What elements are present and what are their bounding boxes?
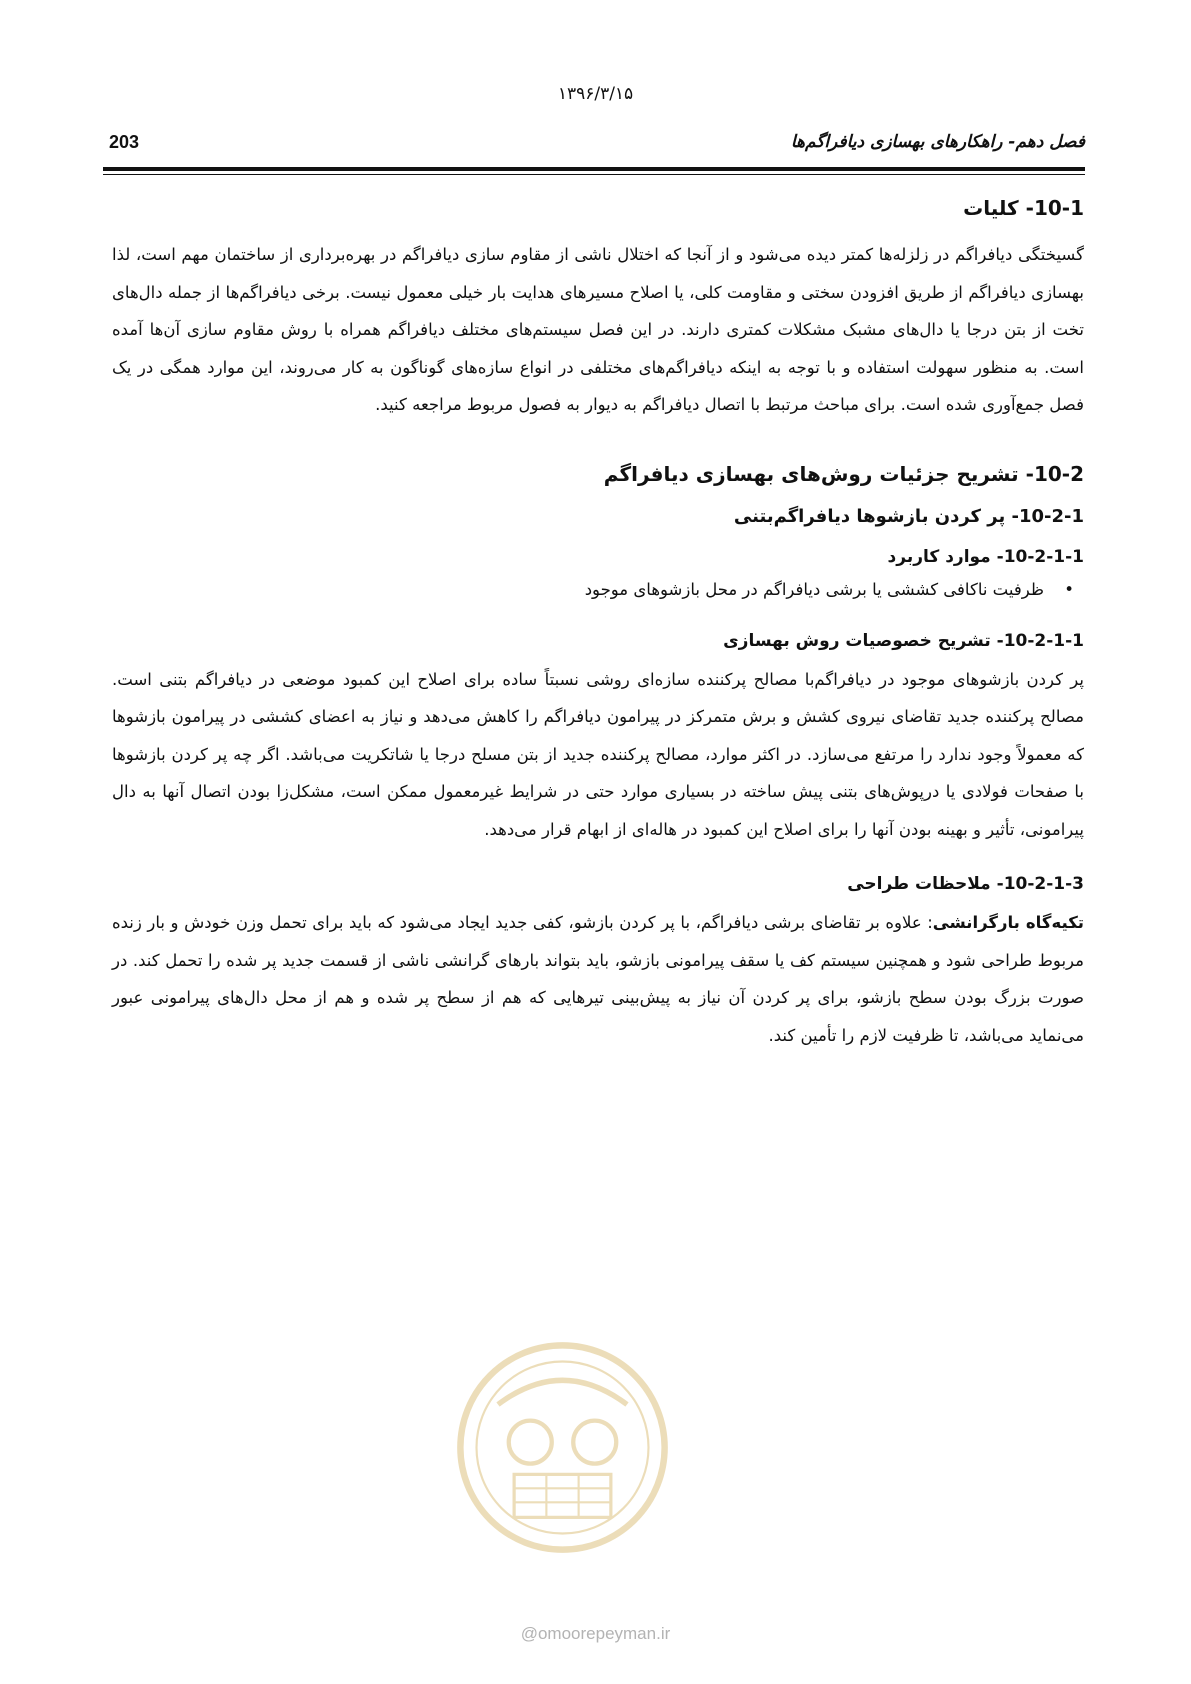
- page-content: [112, 190, 1084, 1054]
- section-heading-10-2: 10-2- تشریح جزئیات روش‌های بهسازی دیافراگم: [603, 461, 1084, 486]
- running-header: [103, 126, 1085, 160]
- section-heading-10-1: 10-1- کلیات: [963, 196, 1084, 220]
- list-item: • ظرفیت ناکافی کششی یا برشی دیافراگم در محل بازشوهای موجود: [112, 575, 1074, 605]
- section-heading-10-2-1-1: 10-2-1-1- موارد کاربرد: [887, 546, 1084, 567]
- paragraph-body: : علاوه بر تقاضای برشی دیافراگم، با پر کردن بازشو، کفی جدید ایجاد می‌شود که باید برای تحمل وزن خودش و بار زنده مربوط طراحی شود و همچنین سیستم کف یا سقف پیرامونی بازشو، باید بتواند بارهای گرانشی ناشی از قسمت جدید پر شده را تحمل کند. در صورت بزرگ بودن سطح بازشو، برای پر کردن آن نیاز به پیش‌بینی تیرهایی که هم از سطح پر شده و هم از محل دال‌های پیرامونی عبور می‌نماید می‌باشد، تا ظرفیت لازم را تأمین کند.: [112, 913, 1084, 1045]
- section-heading-10-2-1-3: 10-2-1-3- ملاحظات طراحی: [847, 874, 1084, 894]
- chapter-title: فصل دهم- راهکارهای بهسازی دیافراگم‌ها: [790, 132, 1085, 152]
- watermark-seal-icon: [455, 1340, 670, 1555]
- page-number: 203: [109, 132, 140, 152]
- print-date: ۱۳۹۶/۳/۱۵: [557, 84, 634, 104]
- section-10-2-1-2-paragraph: پر کردن بازشوهای موجود در دیافراگم‌با مصالح پرکننده سازه‌ای روشی نسبتاً ساده برای اصلاح این کمبود موضعی در دیافراگم بتنی است. مصالح پرکننده جدید تقاضای نیروی کشش و برش متمرکز در پیرامون دیافراگم را کاهش می‌دهد و نیاز به اعضای کششی در پیرامون بازشوها که معمولاً وجود ندارد را مرتفع می‌سازد. در اکثر موارد، مصالح پرکننده جدید از بتن مسلح درجا یا شاتکریت می‌باشد. اگر چه پر کردن بازشوها با صفحات فولادی یا درپوش‌های بتنی پیش ساخته در بسیاری موارد حتی در شرایط غیرمعمول ممکن است، مشکل‌زا بودن اتصال آنها به دال پیرامونی، تأثیر و بهینه بودن آنها را برای اصلاح این کمبود در هاله‌ای از ابهام قرار می‌دهد.: [112, 669, 1084, 839]
- header-rule-thin: [103, 174, 1085, 175]
- section-10-2-1-3-paragraph: [112, 904, 1084, 1054]
- application-list: [112, 575, 1084, 605]
- section-10-1-paragraph: گسیختگی دیافراگم در زلزله‌ها کمتر دیده می‌شود و از آنجا که اختلال ناشی از مقاوم سازی دیافراگم در بهره‌برداری از ساختمان مهم است، لذا بهسازی دیافراگم از طریق افزودن سختی و مقاومت کلی، یا اصلاح مسیرهای هدایت بار خیلی معمول نیست. برخی دیافراگم‌ها از جمله دال‌های تخت از بتن درجا یا دال‌های مشبک مشکلات کمتری دارند. در این فصل سیستم‌های مختلف دیافراگم همراه با روش مقاوم سازی آن‌ها آمده است. به منظور سهولت استفاده و با توجه به اینکه دیافراگم‌های مختلفی در انواع سازه‌های گوناگون به کار می‌روند، این موارد همگی در یک فصل جمع‌آوری شده است. برای مباحث مرتبط با اتصال دیافراگم به دیوار به فصول مربوط مراجعه کنید.: [112, 245, 1084, 414]
- section-heading-10-2-1: 10-2-1- پر کردن بازشوها دیافراگم‌بتنی: [733, 505, 1084, 527]
- section-heading-10-2-1-2: 10-2-1-1- تشریح خصوصیات روش بهسازی: [723, 630, 1084, 651]
- header-rule-thick: [103, 167, 1085, 171]
- paragraph-lead-term: تکیه‌گاه بارگرانشی: [932, 913, 1084, 932]
- site-watermark: @omoorepeyman.ir: [520, 1624, 671, 1643]
